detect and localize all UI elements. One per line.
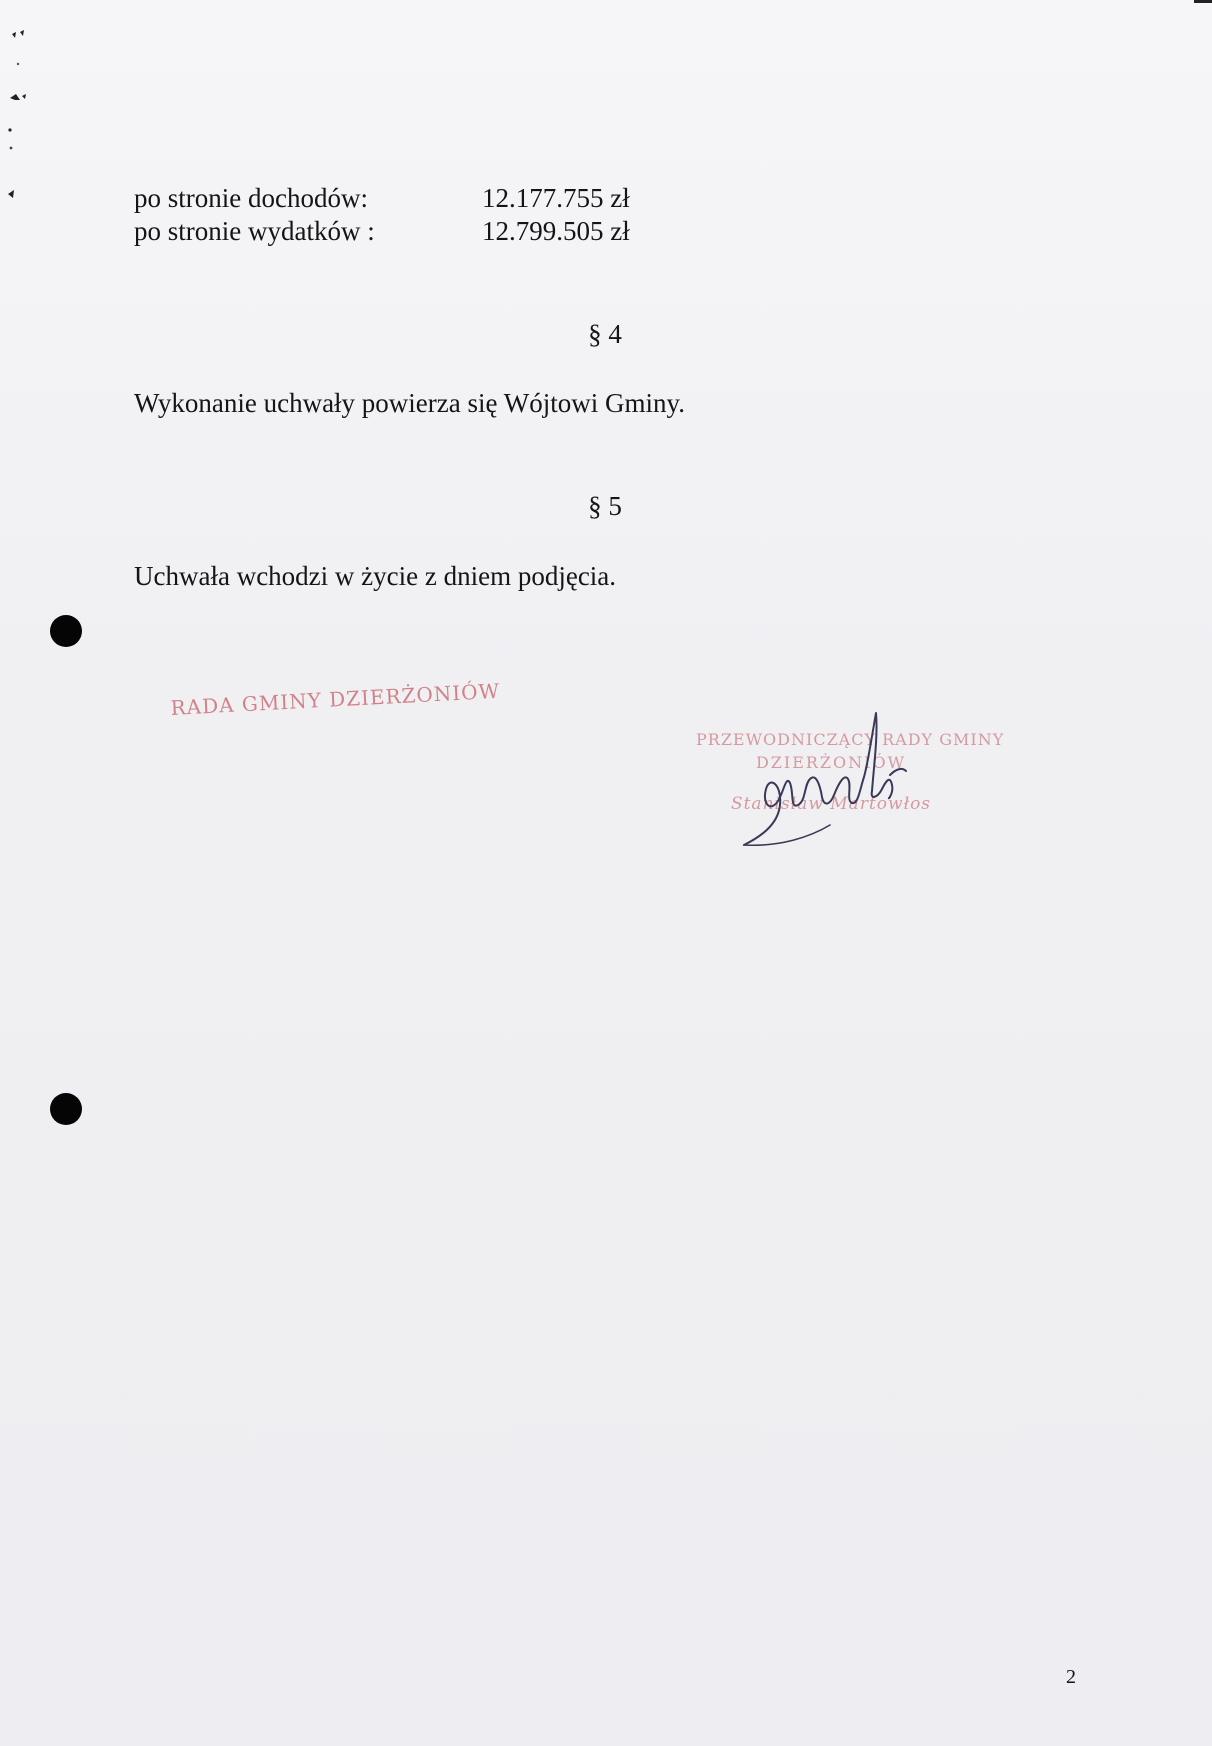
binding-marks [0,20,50,210]
punch-hole [50,615,82,647]
section-5-heading: § 5 [588,491,622,521]
punch-hole [50,1093,82,1125]
section-4-heading: § 4 [588,319,622,349]
handwritten-signature [740,705,920,855]
chairman-stamp-municipality: DZIERŻONIÓW [755,753,907,772]
income-label: po stronie dochodów: [134,183,368,213]
chairman-stamp-title: PRZEWODNICZĄCY RADY GMINY [696,730,1005,749]
section-5-text: Uchwała wchodzi w życie z dniem podjęcia. [134,561,617,591]
expense-value: 12.799.505 zł [482,216,630,246]
scan-edge-mark [1194,0,1212,3]
chairman-stamp-name: Stanisław Martowłos [730,794,932,814]
page-number: 2 [1066,1666,1076,1688]
income-value: 12.177.755 zł [482,183,630,213]
expense-label: po stronie wydatków : [134,216,375,246]
section-4-text: Wykonanie uchwały powierza się Wójtowi Gminy. [134,388,685,418]
council-stamp: RADA GMINY DZIERŻONIÓW [170,678,501,720]
